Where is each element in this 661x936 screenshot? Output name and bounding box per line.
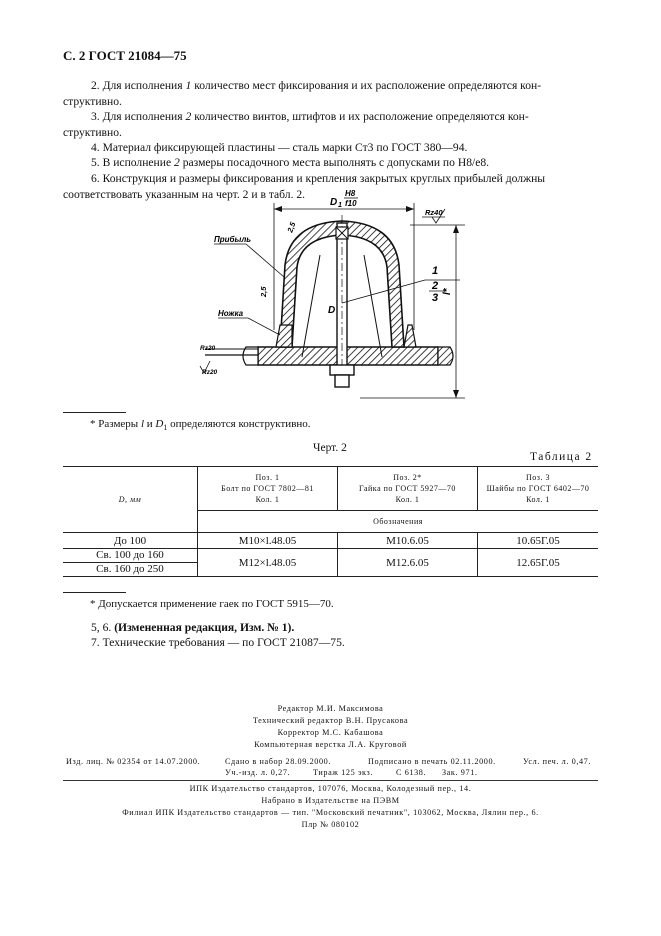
base-plate: [258, 347, 438, 365]
imprint-c-num: С 6138.: [396, 768, 427, 777]
col-d-header: D, мм: [63, 467, 198, 533]
imprint-editor: Редактор М.И. Максимова: [277, 704, 384, 713]
rough-bot-2: Rz20: [202, 369, 218, 376]
imprint-usl: Усл. печ. л. 0,47.: [523, 757, 592, 766]
drawing-chart-2: [180, 185, 480, 410]
paragraph-2: 2. Для исполнения 1 количество мест фиксирования и их расположение определяются кон- структивно.: [63, 79, 542, 108]
pos-1-label: 1: [432, 265, 439, 277]
label-probyl: Прибыль: [214, 235, 252, 244]
nut: [330, 365, 354, 375]
paragraph-6: 6. Конструкция и размеры фиксирования и крепления закрытых круглых прибылей должны соответствовать указанным на черт. 2 и в табл. 2.: [63, 172, 546, 201]
imprint-plr: Плр № 080102: [301, 820, 360, 829]
footnote-2: * Допускается применение гаек по ГОСТ 5915—70.: [90, 598, 334, 610]
table-2: [63, 466, 598, 577]
imprint-uch: Уч.-изд. л. 0,27.: [225, 768, 291, 777]
table-caption: Таблица 2: [530, 451, 593, 463]
imprint-tirazh: Тираж 125 экз.: [313, 768, 374, 777]
imprint-layout: Компьютерная верстка Л.А. Круговой: [254, 740, 407, 749]
figure-caption: Черт. 2: [313, 442, 347, 454]
imprint-filial: Филиал ИПК Издательство стандартов — тип. "Московский печатник", 103062, Москва, Лялин пер., 6.: [122, 808, 539, 817]
designations-header: Обозначения: [198, 511, 599, 533]
imprint-print-date: Подписано в печать 02.11.2000.: [368, 757, 496, 766]
amendment-note: 5, 6. (Измененная редакция, Изм. № 1).: [91, 621, 295, 634]
footnote-rule-2: [63, 592, 126, 593]
paragraph-5: 5. В исполнение 2 размеры посадочного места выполнять с допусками по Н8/е8.: [91, 156, 490, 169]
rough-top: Rz40: [425, 208, 443, 217]
imprint-separator: [63, 780, 598, 781]
svg-text:f10: f10: [345, 199, 357, 208]
col-nut-header: Поз. 2* Гайка по ГОСТ 5927—70 Кол. 1: [338, 467, 478, 511]
page-header: С. 2 ГОСТ 21084—75: [63, 48, 187, 63]
rough-bot-1: Rz20: [200, 345, 216, 352]
label-nozhka: Ножка: [218, 309, 244, 318]
footnote-rule: [63, 412, 126, 413]
col-bolt-header: Поз. 1 Болт по ГОСТ 7802—81 Кол. 1: [198, 467, 338, 511]
paragraph-4: 4. Материал фиксирующей пластины — сталь марки Ст3 по ГОСТ 380—94.: [91, 141, 468, 154]
imprint-nabrano: Набрано в Издательстве на ПЭВМ: [261, 796, 400, 805]
paragraph-3: 3. Для исполнения 2 количество винтов, штифтов и их расположение определяются кон- структивно.: [63, 110, 529, 139]
svg-text:1: 1: [338, 202, 342, 209]
imprint-corrector: Корректор М.С. Кабашова: [277, 728, 384, 737]
item-7: 7. Технические требования — по ГОСТ 21087—75.: [91, 636, 345, 649]
svg-text:2,5: 2,5: [285, 220, 298, 234]
imprint-zak: Зак. 971.: [442, 768, 478, 777]
imprint-license: Изд. лиц. № 02354 от 14.07.2000.: [66, 757, 201, 766]
imprint-tech-editor: Технический редактор В.Н. Прусакова: [252, 716, 409, 725]
svg-text:2,5: 2,5: [259, 286, 268, 297]
pos-3-label: 3: [432, 292, 439, 304]
dim-d1-label: D: [330, 197, 338, 208]
footnote-1: * Размеры l и $D_1$ определяются конструктивно.: [90, 418, 311, 433]
dim-d-label: D: [328, 305, 336, 316]
svg-text:H8: H8: [345, 189, 356, 198]
table-row: Св. 100 до 160 Св. 160 до 250 М12×l.48.05 М12.6.05 12.65Г.05: [63, 549, 598, 577]
table-row: До 100 М10×l.48.05 М10.6.05 10.65Г.05: [63, 533, 598, 549]
imprint-set-date: Сдано в набор 28.09.2000.: [225, 757, 332, 766]
col-washer-header: Поз. 3 Шайбы по ГОСТ 6402—70 Кол. 1: [478, 467, 599, 511]
imprint-ipk: ИПК Издательство стандартов, 107076, Москва, Колодезный пер., 14.: [189, 784, 472, 793]
pos-2-label: 2: [432, 280, 439, 292]
dim-l-label: l*: [442, 288, 453, 295]
